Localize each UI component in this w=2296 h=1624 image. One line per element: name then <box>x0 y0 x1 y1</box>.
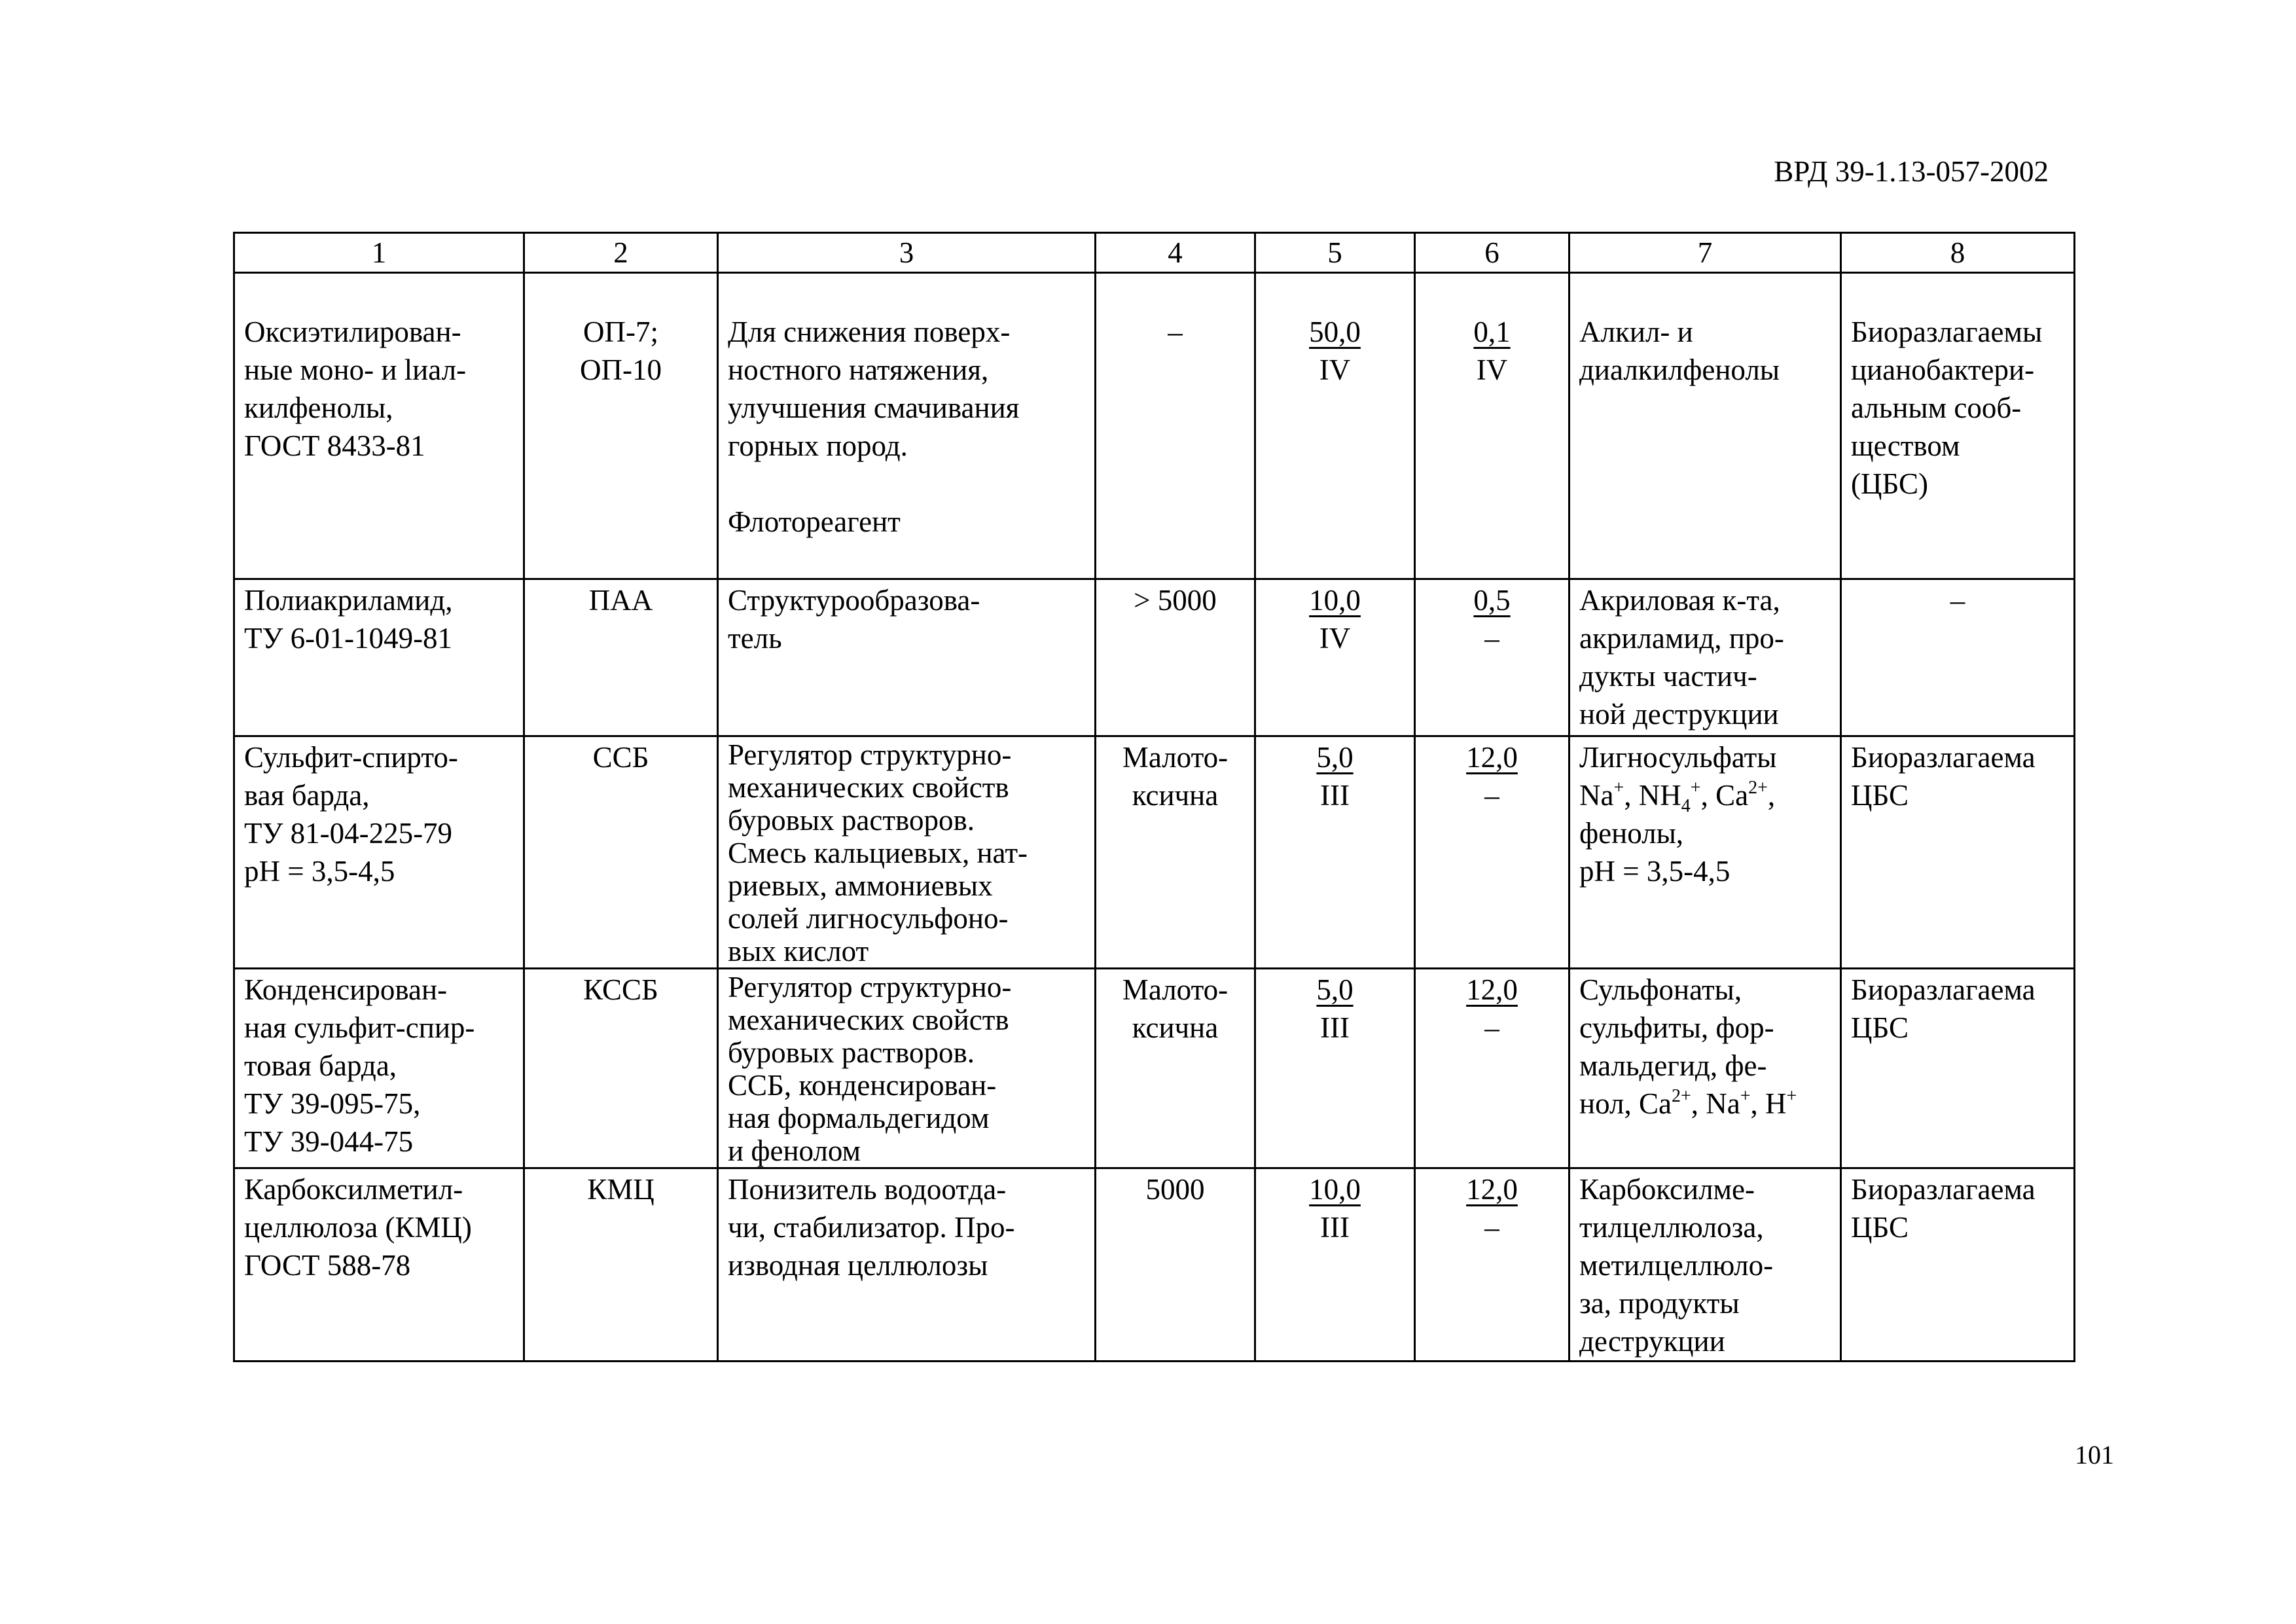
substance-name-line: pH = 3,5-4,5 <box>244 855 395 888</box>
substance-name-line: ГОСТ 8433-81 <box>244 429 425 462</box>
table-row <box>234 1168 2075 1362</box>
substances-table <box>233 232 2075 1362</box>
col5-denominator: III <box>1320 779 1350 812</box>
substance-name-line: Оксиэтилирован- <box>244 316 461 348</box>
products-ions-line <box>1579 776 1831 814</box>
products-line: pH = 3,5-4,5 <box>1579 855 1731 888</box>
bio-line: (ЦБС) <box>1851 467 1929 500</box>
separator: , <box>1750 1087 1766 1120</box>
col6-numerator: 12,0 <box>1466 741 1518 774</box>
col5-numerator: 5,0 <box>1316 741 1354 774</box>
purpose-line: ССБ, конденсирован- <box>728 1069 997 1102</box>
bio-line: Биоразлагаемы <box>1851 316 2043 348</box>
purpose-line: Флотореагент <box>728 505 901 538</box>
toxicity-line: ксична <box>1132 1011 1219 1044</box>
products-line: дукты частич- <box>1579 660 1757 693</box>
biodegradability-cell <box>1841 736 2075 969</box>
col6-cell <box>1415 969 1570 1168</box>
page-number: 101 <box>2075 1440 2114 1470</box>
products-line: деструкции <box>1579 1325 1725 1358</box>
bio-line: ществом <box>1851 429 1960 462</box>
purpose-line: улучшения смачивания <box>728 391 1020 424</box>
bio-line: ЦБС <box>1851 1011 1909 1044</box>
code-cell: ССБ <box>524 736 718 969</box>
biodegradability-cell: – <box>1841 579 2075 736</box>
purpose-line: буровых растворов. <box>728 804 975 837</box>
purpose-line: Смесь кальциевых, нат- <box>728 837 1028 869</box>
code-line: ОП-10 <box>580 353 662 386</box>
purpose-line: вых кислот <box>728 935 869 967</box>
col4-cell: – <box>1096 273 1255 579</box>
col6-numerator: 12,0 <box>1466 1173 1518 1206</box>
col6-denominator: – <box>1484 1011 1499 1044</box>
col6-cell <box>1415 736 1570 969</box>
col5-cell <box>1255 736 1415 969</box>
bio-line: Биоразлагаема <box>1851 1173 2036 1206</box>
table-row <box>234 969 2075 1168</box>
column-number: 4 <box>1096 233 1255 273</box>
products-line: Лигносульфаты <box>1579 741 1777 774</box>
products-text: нол, <box>1579 1087 1639 1120</box>
substance-name-line: ГОСТ 588-78 <box>244 1249 411 1282</box>
col5-cell <box>1255 273 1415 579</box>
products-line: Сульфонаты, <box>1579 973 1742 1006</box>
bio-line: ЦБС <box>1851 779 1909 812</box>
purpose-line: Понизитель водоотда- <box>728 1173 1007 1206</box>
col5-cell <box>1255 969 1415 1168</box>
column-number: 1 <box>234 233 524 273</box>
products-ions-line <box>1579 1085 1831 1123</box>
substance-name-line: вая барда, <box>244 779 370 812</box>
col6-numerator: 12,0 <box>1466 973 1518 1006</box>
products-line: за, продукты <box>1579 1287 1740 1320</box>
purpose-line: риевых, аммониевых <box>728 869 993 902</box>
products-cell <box>1570 579 1841 736</box>
toxicity-line: Малото- <box>1122 973 1229 1006</box>
ion-charge: + <box>1786 1086 1797 1106</box>
biodegradability-cell <box>1841 1168 2075 1362</box>
purpose-line: Регулятор структурно- <box>728 971 1012 1003</box>
purpose-line: механических свойств <box>728 1003 1009 1036</box>
col6-cell <box>1415 579 1570 736</box>
separator: , <box>1624 779 1639 812</box>
toxicity-line: Малото- <box>1122 741 1229 774</box>
col4-cell: > 5000 <box>1096 579 1255 736</box>
bio-line: альным сооб- <box>1851 391 2022 424</box>
code-cell: КМЦ <box>524 1168 718 1362</box>
ion: Na <box>1706 1087 1740 1120</box>
col5-denominator: IV <box>1319 622 1351 655</box>
col6-denominator: – <box>1484 1211 1499 1244</box>
col6-denominator: – <box>1484 779 1499 812</box>
purpose-line: Для снижения поверх- <box>728 316 1011 348</box>
substance-name-line: товая барда, <box>244 1049 397 1082</box>
products-line: ной деструкции <box>1579 698 1779 731</box>
separator: , <box>1691 1087 1706 1120</box>
column-number-row <box>234 233 2075 273</box>
products-line: Карбоксилме- <box>1579 1173 1755 1206</box>
purpose-cell <box>718 579 1096 736</box>
products-cell <box>1570 273 1841 579</box>
purpose-line: буровых растворов. <box>728 1036 975 1069</box>
col6-denominator: – <box>1484 622 1499 655</box>
table-row <box>234 273 2075 579</box>
col6-numerator: 0,5 <box>1473 584 1511 617</box>
column-number: 6 <box>1415 233 1570 273</box>
substance-name-line: Карбоксилметил- <box>244 1173 463 1206</box>
column-number: 5 <box>1255 233 1415 273</box>
substance-name-line: ные моно- и lиал- <box>244 353 467 386</box>
col5-cell <box>1255 579 1415 736</box>
purpose-line: и фенолом <box>728 1134 861 1167</box>
document-code: ВРД 39-1.13-057-2002 <box>1774 155 2049 188</box>
purpose-line: ностного натяжения, <box>728 353 989 386</box>
purpose-line: горных пород. <box>728 429 908 462</box>
table-row <box>234 579 2075 736</box>
substance-name-line: ТУ 6-01-1049-81 <box>244 622 453 655</box>
bio-line: Биоразлагаема <box>1851 973 2036 1006</box>
ion-charge: + <box>1613 778 1624 798</box>
products-line: Алкил- и <box>1579 316 1693 348</box>
ion: H <box>1765 1087 1787 1120</box>
col6-cell <box>1415 273 1570 579</box>
col5-denominator: IV <box>1319 353 1351 386</box>
bio-line: ЦБС <box>1851 1211 1909 1244</box>
biodegradability-cell <box>1841 273 2075 579</box>
products-cell <box>1570 969 1841 1168</box>
code-cell: ПАА <box>524 579 718 736</box>
products-cell <box>1570 1168 1841 1362</box>
purpose-cell <box>718 969 1096 1168</box>
column-number: 2 <box>524 233 718 273</box>
products-line: мальдегид, фе- <box>1579 1049 1767 1082</box>
substance-name-cell <box>234 579 524 736</box>
purpose-line: Структурообразова- <box>728 584 980 617</box>
bio-line: цианобактери- <box>1851 353 2035 386</box>
code-cell: КССБ <box>524 969 718 1168</box>
col4-cell <box>1096 736 1255 969</box>
substance-name-line: Полиакриламид, <box>244 584 453 617</box>
ion: NH <box>1638 779 1681 812</box>
col5-numerator: 5,0 <box>1316 973 1354 1006</box>
col5-numerator: 10,0 <box>1309 1173 1361 1206</box>
col5-cell <box>1255 1168 1415 1362</box>
substance-name-line: килфенолы, <box>244 391 393 424</box>
purpose-line: Регулятор структурно- <box>728 738 1012 771</box>
substance-name-cell <box>234 969 524 1168</box>
purpose-line: ная формальдегидом <box>728 1102 990 1134</box>
ion-charge: + <box>1690 778 1701 798</box>
ion: Na <box>1579 779 1614 812</box>
substance-name-line: Конденсирован- <box>244 973 448 1006</box>
substance-name-line: целлюлоза (КМЦ) <box>244 1211 472 1244</box>
purpose-line: механических свойств <box>728 771 1009 804</box>
purpose-cell <box>718 1168 1096 1362</box>
substance-name-cell <box>234 273 524 579</box>
ion: Ca <box>1715 779 1749 812</box>
substance-name-line: Сульфит-спирто- <box>244 741 458 774</box>
substance-name-line: ная сульфит-спир- <box>244 1011 475 1044</box>
purpose-line: тель <box>728 622 782 655</box>
products-line: Акриловая к-та, <box>1579 584 1780 617</box>
code-cell <box>524 273 718 579</box>
biodegradability-cell <box>1841 969 2075 1168</box>
col4-cell: 5000 <box>1096 1168 1255 1362</box>
col5-denominator: III <box>1320 1211 1350 1244</box>
col5-numerator: 50,0 <box>1309 316 1361 348</box>
products-line: сульфиты, фор- <box>1579 1011 1774 1044</box>
products-line: тилцеллюлоза, <box>1579 1211 1764 1244</box>
substance-name-cell <box>234 1168 524 1362</box>
col6-cell <box>1415 1168 1570 1362</box>
toxicity-line: ксична <box>1132 779 1219 812</box>
separator: , <box>1700 779 1716 812</box>
col6-denominator: IV <box>1476 353 1508 386</box>
purpose-line: солей лигносульфоно- <box>728 902 1009 935</box>
products-line: диалкилфенолы <box>1579 353 1780 386</box>
substance-name-line: ТУ 81-04-225-79 <box>244 817 453 850</box>
code-line: ОП-7; <box>583 316 658 348</box>
column-number: 7 <box>1570 233 1841 273</box>
col5-denominator: III <box>1320 1011 1350 1044</box>
ion: Ca <box>1638 1087 1672 1120</box>
col6-numerator: 0,1 <box>1473 316 1511 348</box>
substance-name-line: ТУ 39-044-75 <box>244 1125 414 1158</box>
column-number: 3 <box>718 233 1096 273</box>
spacer <box>728 465 1085 503</box>
purpose-line: изводная целлюлозы <box>728 1249 988 1282</box>
products-line: фенолы, <box>1579 817 1684 850</box>
ion-charge: 2+ <box>1748 778 1768 798</box>
ion-charge: 2+ <box>1671 1086 1691 1106</box>
purpose-line: чи, стабилизатор. Про- <box>728 1211 1015 1244</box>
purpose-cell <box>718 736 1096 969</box>
substance-name-line: ТУ 39-095-75, <box>244 1087 421 1120</box>
ion-subscript: 4 <box>1681 796 1691 816</box>
table-row <box>234 736 2075 969</box>
products-cell <box>1570 736 1841 969</box>
products-line: метилцеллюло- <box>1579 1249 1774 1282</box>
separator: , <box>1767 779 1776 812</box>
substance-name-cell <box>234 736 524 969</box>
bio-line: Биоразлагаема <box>1851 741 2036 774</box>
col4-cell <box>1096 969 1255 1168</box>
column-number: 8 <box>1841 233 2075 273</box>
col5-numerator: 10,0 <box>1309 584 1361 617</box>
ion-charge: + <box>1740 1086 1751 1106</box>
purpose-cell <box>718 273 1096 579</box>
products-line: акриламид, про- <box>1579 622 1784 655</box>
